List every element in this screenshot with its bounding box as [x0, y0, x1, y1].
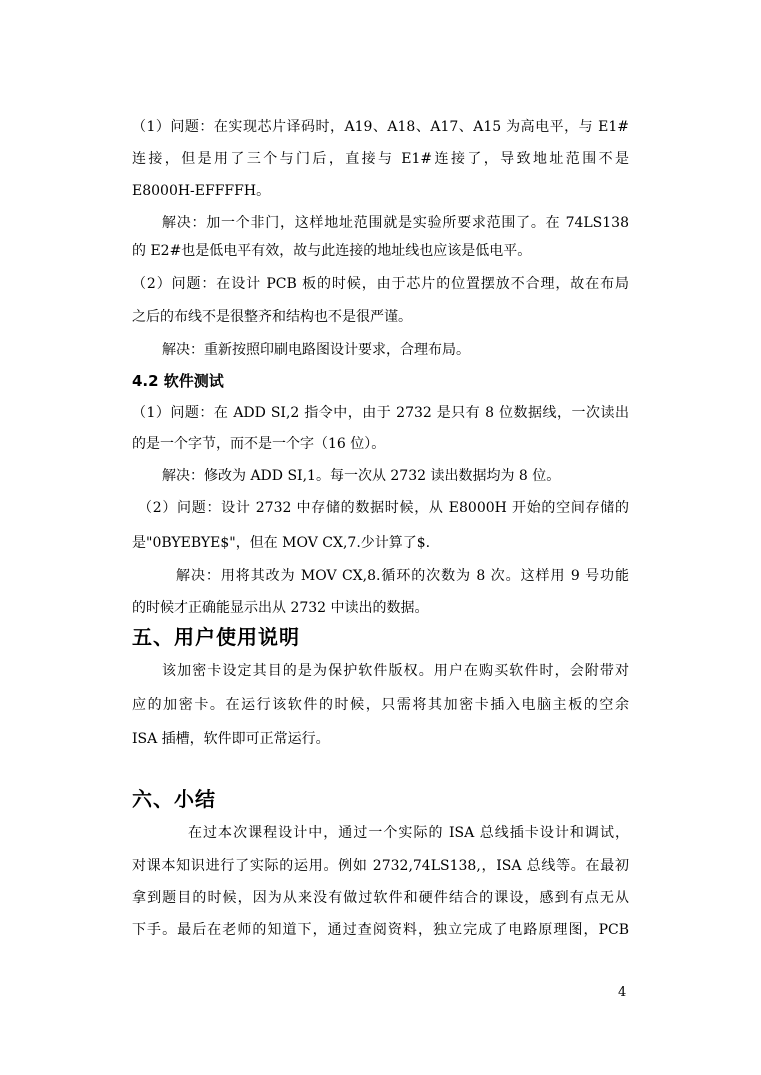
user-guide-heading: 五、用户使用说明 — [132, 625, 300, 649]
sw-problem-2-line-2: 是"0BYEBYE$"，但在 MOV CX,7.少计算了$. — [132, 535, 431, 551]
sw-solution-1-line-1: 解决：修改为 ADD SI,1。每一次从 2732 读出数据均为 8 位。 — [162, 468, 561, 484]
hw-problem-1-line-3: E8000H-EFFFFH。 — [132, 183, 271, 199]
hw-problem-1-line-2: 连接，但是用了三个与门后，直接与 E1#连接了，导致地址范围不是 — [132, 151, 629, 167]
hw-solution-1-line-1: 解决：加一个非门，这样地址范围就是实验所要求范围了。在 74LS138 — [162, 215, 629, 231]
hw-problem-2-line-1: （2）问题：在设计 PCB 板的时候，由于芯片的位置摆放不合理，故在布局 — [132, 276, 629, 292]
summary-heading: 六、小结 — [132, 787, 216, 811]
page-number: 4 — [618, 985, 627, 1000]
summary-line-2: 对课本知识进行了实际的运用。例如 2732,74LS138,，ISA 总线等。在最初 — [132, 858, 629, 874]
hw-problem-2-line-2: 之后的布线不是很整齐和结构也不是很严谨。 — [132, 309, 412, 325]
sw-solution-2-line-2: 的时候才正确能显示出从 2732 中读出的数据。 — [132, 600, 429, 616]
sw-problem-2-line-1: （2）问题：设计 2732 中存储的数据时候，从 E8000H 开始的空间存储的 — [138, 500, 629, 516]
summary-line-1: 在过本次课程设计中，通过一个实际的 ISA 总线插卡设计和调试， — [188, 825, 629, 841]
sw-problem-1-line-2: 的是一个字节，而不是一个字（16 位）。 — [132, 436, 386, 452]
sw-solution-2-line-1: 解决：用将其改为 MOV CX,8.循环的次数为 8 次。这样用 9 号功能 — [176, 568, 629, 584]
summary-line-4: 下手。最后在老师的知道下，通过查阅资料，独立完成了电路原理图，PCB — [132, 922, 629, 938]
user-guide-line-2: 应的加密卡。在运行该软件的时候，只需将其加密卡插入电脑主板的空余 — [132, 697, 629, 713]
hw-solution-1-line-2: 的 E2#也是低电平有效，故与此连接的地址线也应该是低电平。 — [132, 243, 532, 259]
user-guide-line-1: 该加密卡设定其目的是为保护软件版权。用户在购买软件时，会附带对 — [162, 663, 629, 679]
sw-problem-1-line-1: （1）问题：在 ADD SI,2 指令中，由于 2732 是只有 8 位数据线，一次读出 — [132, 405, 629, 421]
hw-problem-1-line-1: （1）问题：在实现芯片译码时，A19、A18、A17、A15 为高电平，与 E1# — [132, 119, 629, 135]
hw-solution-2-line-1: 解决：重新按照印刷电路图设计要求，合理布局。 — [162, 342, 470, 358]
summary-line-3: 拿到题目的时候，因为从来没有做过软件和硬件结合的课设，感到有点无从 — [132, 890, 629, 906]
software-test-heading: 4.2 软件测试 — [132, 372, 224, 390]
user-guide-line-3: ISA 插槽，软件即可正常运行。 — [132, 731, 330, 747]
